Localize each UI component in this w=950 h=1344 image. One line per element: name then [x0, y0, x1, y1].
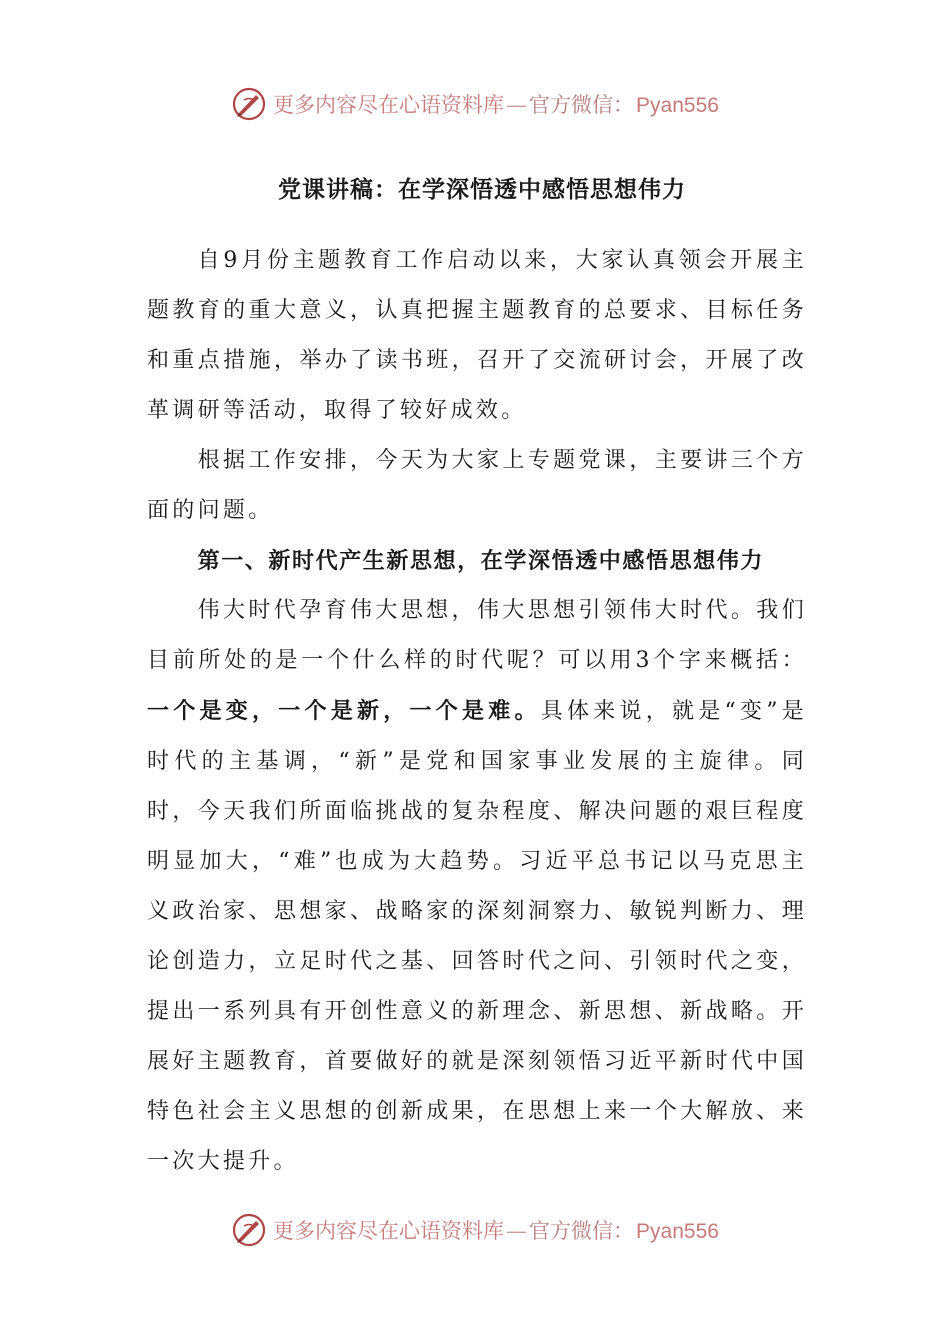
watermark-text	[273, 89, 719, 119]
section-heading-1: 第一、新时代产生新思想，在学深悟透中感悟思想伟力	[197, 548, 764, 574]
paragraph-3-lead: 伟大时代孕育伟大思想，伟大思想引领伟大时代。我们目前所处的是一个什么样的时代呢？可以用3个字来概括：	[147, 598, 807, 673]
paragraph-1: 自9月份主题教育工作启动以来，大家认真领会开展主题教育的重大意义，认真把握主题教育的总要求、目标任务和重点措施，举办了读书班，召开了交流研讨会，开展了改革调研等活动，取得了较好成效。	[147, 248, 807, 423]
watermark-id: Pyan556	[636, 94, 719, 117]
paragraph-3-bold: 一个是变，一个是新，一个是难。	[147, 698, 541, 724]
paragraph-3-rest: 具体来说，就是“变”是时代的主基调，“新”是党和国家事业发展的主旋律。同时，今天我们所面临挑战的复杂程度、解决问题的艰巨程度明显加大，“难”也成为大趋势。习近平总书记以马克思主义政治家、思想家、战略家的深刻洞察力、敏锐判断力、理论创造力，立足时代之基、回答时代之问、引领时代之变，提出一系列具有开创性意义的新理念、新思想、新战略。开展好主题教育，首要做好的就是深刻领悟习近平新时代中国特色社会主义思想的创新成果，在思想上来一个大解放、来一次大提升。	[147, 699, 807, 1174]
pen-logo-icon	[231, 1212, 267, 1248]
watermark-dash: —	[506, 93, 528, 117]
header-watermark	[0, 82, 950, 126]
watermark-dash: —	[506, 1219, 528, 1243]
watermark-sub: 官方微信：	[529, 93, 635, 117]
pen-logo-icon	[231, 86, 267, 122]
document-body	[147, 172, 807, 1187]
watermark-sub: 官方微信：	[529, 1219, 635, 1243]
document-title: 党课讲稿：在学深悟透中感悟思想伟力	[278, 176, 686, 203]
watermark-id: Pyan556	[636, 1220, 719, 1243]
footer-watermark	[0, 1208, 950, 1252]
paragraph-3	[147, 586, 807, 1187]
watermark-text	[273, 1215, 719, 1245]
watermark-main: 更多内容尽在心语资料库	[273, 1219, 505, 1243]
watermark-main: 更多内容尽在心语资料库	[273, 93, 505, 117]
paragraph-2: 根据工作安排，今天为大家上专题党课，主要讲三个方面的问题。	[147, 448, 807, 523]
